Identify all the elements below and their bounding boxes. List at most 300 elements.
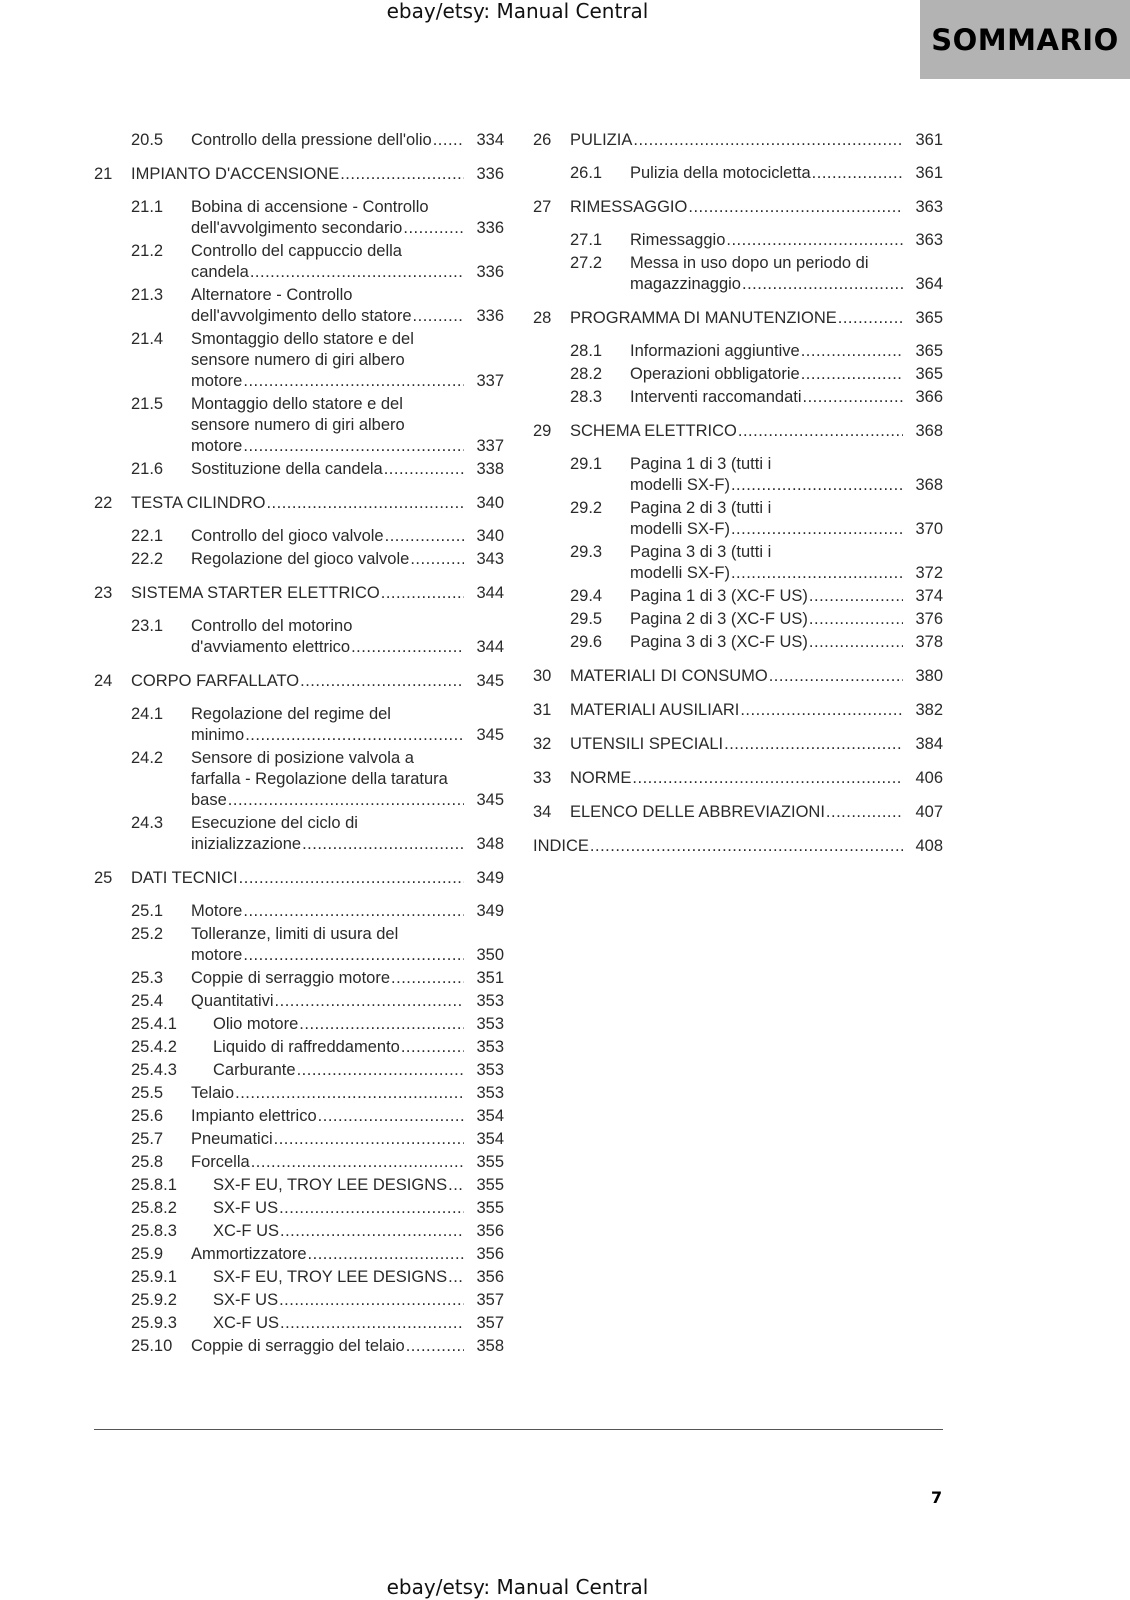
toc-entry-title: Controllo del motorino [191, 617, 353, 635]
toc-entry[interactable] [533, 632, 943, 653]
toc-entry-title: INDICE [533, 837, 589, 855]
dot-leader [243, 436, 464, 457]
toc-entry-title: Pagina 1 di 3 (XC-F US) [630, 587, 808, 605]
dot-leader [300, 671, 464, 692]
toc-entry-number: 28.2 [570, 365, 603, 383]
toc-entry-title: SX-F US [213, 1199, 279, 1217]
toc-entry-page: 344 [476, 584, 504, 602]
toc-entry[interactable] [94, 1037, 504, 1058]
toc-entry[interactable] [94, 1267, 504, 1288]
dot-leader [243, 945, 464, 966]
toc-entry[interactable] [533, 542, 943, 584]
toc-entry[interactable] [94, 394, 504, 457]
toc-entry-page: 407 [915, 803, 943, 821]
toc-entry-page: 350 [476, 946, 504, 964]
toc-entry-number: 26 [533, 131, 552, 149]
toc-entry[interactable] [533, 253, 943, 295]
toc-entry[interactable] [94, 968, 504, 989]
toc-entry[interactable] [533, 364, 943, 385]
toc-entry-title: Controllo del cappuccio della [191, 242, 402, 260]
toc-entry[interactable] [94, 991, 504, 1012]
toc-entry-page: 355 [476, 1199, 504, 1217]
toc-entry-title: SISTEMA STARTER ELETTRICO [131, 584, 380, 602]
toc-entry-number: 25.2 [131, 925, 164, 943]
toc-entry-title: IMPIANTO D'ACCENSIONE [131, 165, 340, 183]
toc-entry[interactable] [533, 802, 943, 823]
dot-leader [391, 968, 464, 989]
dot-leader [826, 802, 903, 823]
toc-entry-title: Liquido di raffreddamento [213, 1038, 400, 1056]
dot-leader [590, 836, 903, 857]
toc-entry-title: DATI TECNICI [131, 869, 238, 887]
toc-entry-page: 353 [476, 1061, 504, 1079]
toc-entry-title: Forcella [191, 1153, 250, 1171]
dot-leader [299, 1014, 464, 1035]
toc-entry-title: motore [191, 946, 243, 964]
toc-entry-title: Coppie di serraggio motore [191, 969, 391, 987]
watermark-bottom: ebay/etsy: Manual Central [386, 1575, 649, 1599]
toc-entry-page: 376 [915, 610, 943, 628]
toc-entry-number: 24 [94, 672, 113, 690]
toc-entry-number: 28 [533, 309, 552, 327]
dot-leader [448, 1267, 464, 1288]
toc-entry-title: inizializzazione [191, 835, 302, 853]
toc-entry-number: 29.6 [570, 633, 603, 651]
toc-entry-number: 20.5 [131, 131, 164, 149]
toc-entry-number: 30 [533, 667, 552, 685]
toc-entry-title: Rimessaggio [630, 231, 726, 249]
toc-entry-number: 32 [533, 735, 552, 753]
toc-entry-page: 336 [476, 263, 504, 281]
toc-entry[interactable] [533, 387, 943, 408]
toc-entry-number: 29.2 [570, 499, 603, 517]
toc-entry-title: Sensore di posizione valvola a [191, 749, 414, 767]
toc-entry-page: 384 [915, 735, 943, 753]
dot-leader [280, 1221, 464, 1242]
dot-leader [688, 197, 903, 218]
toc-entry-page: 356 [476, 1268, 504, 1286]
dot-leader [413, 306, 464, 327]
toc-entry-number: 25.9.1 [131, 1268, 177, 1286]
toc-entry-title: Tolleranze, limiti di usura del [191, 925, 399, 943]
dot-leader [738, 421, 903, 442]
toc-entry-page: 353 [476, 1084, 504, 1102]
toc-entry-page: 408 [915, 837, 943, 855]
toc-entry-page: 345 [476, 726, 504, 744]
dot-leader [239, 868, 464, 889]
toc-entry[interactable] [94, 616, 504, 658]
toc-entry-title: Telaio [191, 1084, 235, 1102]
toc-entry-number: 24.1 [131, 705, 164, 723]
dot-leader [302, 834, 464, 855]
toc-entry[interactable] [94, 493, 504, 514]
toc-entry-title: motore [191, 437, 243, 455]
toc-entry-page: 368 [915, 422, 943, 440]
toc-entry-number: 22.1 [131, 527, 164, 545]
toc-entry-page: 340 [476, 527, 504, 545]
toc-entry-title: Pagina 3 di 3 (tutti i [630, 543, 772, 561]
toc-entry-number: 25.8.1 [131, 1176, 177, 1194]
toc-right-column [533, 130, 943, 857]
toc-entry-number: 24.3 [131, 814, 164, 832]
toc-entry[interactable] [533, 341, 943, 362]
toc-entry-page: 364 [915, 275, 943, 293]
toc-entry[interactable] [533, 836, 943, 857]
toc-entry-page: 356 [476, 1245, 504, 1263]
toc-entry-number: 28.1 [570, 342, 603, 360]
dot-leader [769, 666, 903, 687]
toc-entry-title: RIMESSAGGIO [570, 198, 688, 216]
dot-leader [448, 1175, 464, 1196]
toc-entry-title: Esecuzione del ciclo di [191, 814, 358, 832]
toc-entry-title: PULIZIA [570, 131, 633, 149]
toc-entry-number: 21.4 [131, 330, 164, 348]
toc-entry-title: motore [191, 372, 243, 390]
toc-entry-page: 337 [476, 437, 504, 455]
toc-entry-page: 370 [915, 520, 943, 538]
toc-entry-title: modelli SX-F) [630, 520, 730, 538]
toc-entry-number: 21.2 [131, 242, 164, 260]
watermark-top: ebay/etsy: Manual Central [386, 0, 649, 23]
dot-leader [809, 586, 903, 607]
toc-entry-number: 27 [533, 198, 552, 216]
dot-leader [385, 526, 464, 547]
toc-entry[interactable] [94, 1152, 504, 1173]
toc-entry-page: 348 [476, 835, 504, 853]
toc-entry-page: 357 [476, 1291, 504, 1309]
toc-entry-number: 25.1 [131, 902, 164, 920]
toc-entry-number: 29.5 [570, 610, 603, 628]
toc-entry-title: Pulizia della motocicletta [630, 164, 811, 182]
toc-entry-number: 29 [533, 422, 552, 440]
toc-entry-page: 378 [915, 633, 943, 651]
toc-entry-title: Controllo del gioco valvole [191, 527, 384, 545]
toc-entry-page: 365 [915, 309, 943, 327]
toc-entry-number: 25.9 [131, 1245, 164, 1263]
toc-entry-number: 24.2 [131, 749, 164, 767]
toc-entry-title: minimo [191, 726, 245, 744]
toc-entry[interactable] [533, 609, 943, 630]
toc-entry-number: 22 [94, 494, 113, 512]
toc-entry[interactable] [94, 583, 504, 604]
toc-entry-page: 336 [476, 165, 504, 183]
toc-entry[interactable] [94, 164, 504, 185]
toc-entry[interactable] [94, 748, 504, 811]
toc-entry[interactable] [94, 1106, 504, 1127]
toc-entry-number: 25.5 [131, 1084, 164, 1102]
toc-entry-title: d'avviamento elettrico [191, 638, 351, 656]
toc-entry-page: 354 [476, 1107, 504, 1125]
toc-entry-number: 25.7 [131, 1130, 164, 1148]
toc-entry-page: 343 [476, 550, 504, 568]
toc-entry-page: 353 [476, 992, 504, 1010]
toc-entry-number: 23.1 [131, 617, 164, 635]
dot-leader [731, 519, 903, 540]
toc-entry[interactable] [94, 1060, 504, 1081]
toc-entry-page: 368 [915, 476, 943, 494]
toc-entry[interactable] [94, 813, 504, 855]
toc-entry-number: 29.4 [570, 587, 603, 605]
toc-entry-title: Regolazione del gioco valvole [191, 550, 410, 568]
dot-leader [384, 459, 464, 480]
toc-entry-page: 344 [476, 638, 504, 656]
toc-entry-title: CORPO FARFALLATO [131, 672, 300, 690]
toc-entry-number: 27.1 [570, 231, 603, 249]
toc-entry-title: Operazioni obbligatorie [630, 365, 800, 383]
toc-entry-page: 366 [915, 388, 943, 406]
dot-leader [809, 632, 903, 653]
toc-entry-page: 374 [915, 587, 943, 605]
toc-entry-title: farfalla - Regolazione della taratura [191, 770, 448, 788]
dot-leader [809, 609, 903, 630]
dot-leader [633, 130, 903, 151]
toc-entry-page: 361 [915, 164, 943, 182]
toc-entry-number: 21.1 [131, 198, 164, 216]
dot-leader [235, 1083, 464, 1104]
dot-leader [742, 274, 903, 295]
toc-entry-page: 372 [915, 564, 943, 582]
toc-entry-page: 336 [476, 307, 504, 325]
toc-entry-page: 354 [476, 1130, 504, 1148]
toc-entry-title: SX-F US [213, 1291, 279, 1309]
dot-leader [731, 563, 903, 584]
footer-divider [94, 1429, 943, 1430]
toc-entry[interactable] [94, 1244, 504, 1265]
dot-leader [801, 341, 903, 362]
toc-entry-page: 355 [476, 1153, 504, 1171]
toc-entry-number: 28.3 [570, 388, 603, 406]
toc-entry-page: 361 [915, 131, 943, 149]
toc-entry-title: UTENSILI SPECIALI [570, 735, 724, 753]
toc-entry-number: 25.8.3 [131, 1222, 177, 1240]
toc-entry-title: Interventi raccomandati [630, 388, 802, 406]
dot-leader [726, 230, 903, 251]
toc-entry-title: sensore numero di giri albero [191, 351, 405, 369]
toc-entry-title: Olio motore [213, 1015, 299, 1033]
dot-leader [274, 1129, 464, 1150]
toc-entry[interactable] [94, 1221, 504, 1242]
toc-entry-title: XC-F US [213, 1314, 279, 1332]
toc-entry-number: 25.8 [131, 1153, 164, 1171]
toc-entry[interactable] [94, 1014, 504, 1035]
toc-entry[interactable] [533, 130, 943, 151]
dot-leader [279, 1290, 464, 1311]
toc-entry-number: 25.4 [131, 992, 164, 1010]
dot-leader [228, 790, 464, 811]
toc-entry-page: 345 [476, 791, 504, 809]
toc-entry-title: Motore [191, 902, 243, 920]
toc-entry[interactable] [94, 285, 504, 327]
toc-entry-title: Sostituzione della candela [191, 460, 383, 478]
toc-entry[interactable] [533, 734, 943, 755]
toc-entry[interactable] [533, 197, 943, 218]
dot-leader [838, 308, 903, 329]
toc-entry-page: 351 [476, 969, 504, 987]
toc-entry-page: 406 [915, 769, 943, 787]
toc-entry-number: 25.10 [131, 1337, 173, 1355]
toc-entry[interactable] [94, 1198, 504, 1219]
toc-entry[interactable] [94, 526, 504, 547]
toc-entry-title: dell'avvolgimento secondario [191, 219, 403, 237]
toc-entry-title: ELENCO DELLE ABBREVIAZIONI [570, 803, 825, 821]
toc-entry[interactable] [533, 308, 943, 329]
toc-entry-number: 22.2 [131, 550, 164, 568]
toc-entry-page: 353 [476, 1038, 504, 1056]
dot-leader [243, 901, 464, 922]
toc-entry[interactable] [94, 197, 504, 239]
toc-left-column [94, 130, 504, 1357]
toc-entry-title: Quantitativi [191, 992, 274, 1010]
toc-entry-title: Controllo della pressione dell'olio [191, 131, 432, 149]
toc-entry-number: 21.6 [131, 460, 164, 478]
toc-entry[interactable] [94, 704, 504, 746]
toc-entry-page: 340 [476, 494, 504, 512]
toc-entry-title: Pagina 1 di 3 (tutti i [630, 455, 772, 473]
toc-entry[interactable] [533, 421, 943, 442]
toc-entry[interactable] [94, 1175, 504, 1196]
dot-leader [812, 163, 903, 184]
toc-entry[interactable] [94, 1290, 504, 1311]
toc-entry-number: 34 [533, 803, 552, 821]
toc-entry-title: base [191, 791, 227, 809]
toc-entry[interactable] [94, 459, 504, 480]
toc-entry-page: 358 [476, 1337, 504, 1355]
toc-entry-number: 25.9.2 [131, 1291, 177, 1309]
toc-entry-number: 25.9.3 [131, 1314, 177, 1332]
toc-entry-number: 25 [94, 869, 113, 887]
dot-leader [433, 130, 464, 151]
toc-entry-title: Messa in uso dopo un periodo di [630, 254, 869, 272]
toc-entry[interactable] [94, 901, 504, 922]
toc-entry-title: modelli SX-F) [630, 476, 730, 494]
toc-entry-page: 353 [476, 1015, 504, 1033]
toc-entry-title: Ammortizzatore [191, 1245, 307, 1263]
toc-entry[interactable] [94, 1129, 504, 1150]
toc-entry[interactable] [94, 671, 504, 692]
dot-leader [410, 549, 464, 570]
dot-leader [724, 734, 903, 755]
toc-entry-number: 25.6 [131, 1107, 164, 1125]
toc-entry-title: Regolazione del regime del [191, 705, 391, 723]
toc-entry-title: Impianto elettrico [191, 1107, 317, 1125]
toc-entry-title: Alternatore - Controllo [191, 286, 353, 304]
toc-entry-number: 25.8.2 [131, 1199, 177, 1217]
toc-entry[interactable] [533, 163, 943, 184]
toc-entry-title: SCHEMA ELETTRICO [570, 422, 737, 440]
toc-entry[interactable] [94, 1336, 504, 1357]
dot-leader [318, 1106, 464, 1127]
dot-leader [740, 700, 903, 721]
toc-entry-number: 21 [94, 165, 113, 183]
toc-entry-page: 349 [476, 869, 504, 887]
toc-entry-page: 363 [915, 198, 943, 216]
toc-entry[interactable] [94, 1313, 504, 1334]
toc-entry[interactable] [533, 666, 943, 687]
toc-entry-page: 382 [915, 701, 943, 719]
toc-entry-page: 334 [476, 131, 504, 149]
toc-entry-title: magazzinaggio [630, 275, 741, 293]
toc-entry[interactable] [94, 868, 504, 889]
toc-entry-number: 23 [94, 584, 113, 602]
dot-leader [297, 1060, 464, 1081]
dot-leader [275, 991, 464, 1012]
toc-entry-title: NORME [570, 769, 632, 787]
dot-leader [351, 637, 464, 658]
toc-entry-number: 31 [533, 701, 552, 719]
dot-leader [406, 1336, 464, 1357]
toc-entry-page: 337 [476, 372, 504, 390]
dot-leader [279, 1198, 464, 1219]
toc-entry-title: SX-F EU, TROY LEE DESIGNS [213, 1176, 448, 1194]
dot-leader [266, 493, 464, 514]
toc-entry-page: 365 [915, 365, 943, 383]
toc-entry[interactable] [94, 924, 504, 966]
toc-entry[interactable] [94, 1083, 504, 1104]
toc-entry[interactable] [94, 329, 504, 392]
toc-entry-page: 357 [476, 1314, 504, 1332]
dot-leader [801, 364, 903, 385]
dot-leader [340, 164, 464, 185]
dot-leader [243, 371, 464, 392]
toc-entry[interactable] [533, 454, 943, 496]
toc-entry-page: 363 [915, 231, 943, 249]
toc-entry[interactable] [533, 498, 943, 540]
toc-entry-title: modelli SX-F) [630, 564, 730, 582]
toc-entry-number: 26.1 [570, 164, 603, 182]
toc-entry-page: 336 [476, 219, 504, 237]
dot-leader [381, 583, 464, 604]
toc-entry-title: Pagina 2 di 3 (tutti i [630, 499, 772, 517]
toc-entry-title: XC-F US [213, 1222, 279, 1240]
toc-entry-title: dell'avvolgimento dello statore [191, 307, 412, 325]
toc-entry-page: 338 [476, 460, 504, 478]
dot-leader [250, 262, 464, 283]
toc-entry-number: 21.5 [131, 395, 164, 413]
toc-entry[interactable] [533, 586, 943, 607]
dot-leader [803, 387, 903, 408]
toc-entry-title: Carburante [213, 1061, 296, 1079]
toc-entry-number: 33 [533, 769, 552, 787]
toc-entry[interactable] [94, 130, 504, 151]
toc-entry-title: Informazioni aggiuntive [630, 342, 800, 360]
toc-entry[interactable] [533, 768, 943, 789]
toc-entry-page: 380 [915, 667, 943, 685]
toc-entry-number: 29.3 [570, 543, 603, 561]
dot-leader [731, 475, 903, 496]
dot-leader [401, 1037, 464, 1058]
toc-entry-title: PROGRAMMA DI MANUTENZIONE [570, 309, 837, 327]
toc-entry-title: Coppie di serraggio del telaio [191, 1337, 405, 1355]
toc-entry-title: MATERIALI AUSILIARI [570, 701, 740, 719]
toc-entry-title: Montaggio dello statore e del [191, 395, 403, 413]
section-tab: SOMMARIO [920, 0, 1130, 79]
toc-entry[interactable] [94, 549, 504, 570]
toc-entry-title: TESTA CILINDRO [131, 494, 266, 512]
toc-entry-number: 25.4.3 [131, 1061, 177, 1079]
toc-entry[interactable] [533, 230, 943, 251]
toc-entry-number: 25.4.2 [131, 1038, 177, 1056]
toc-entry[interactable] [94, 241, 504, 283]
toc-entry[interactable] [533, 700, 943, 721]
dot-leader [245, 725, 464, 746]
toc-entry-title: SX-F EU, TROY LEE DESIGNS [213, 1268, 448, 1286]
toc-entry-page: 365 [915, 342, 943, 360]
toc-entry-page: 349 [476, 902, 504, 920]
dot-leader [632, 768, 903, 789]
toc-entry-title: Pagina 2 di 3 (XC-F US) [630, 610, 808, 628]
dot-leader [308, 1244, 464, 1265]
toc-entry-number: 27.2 [570, 254, 603, 272]
